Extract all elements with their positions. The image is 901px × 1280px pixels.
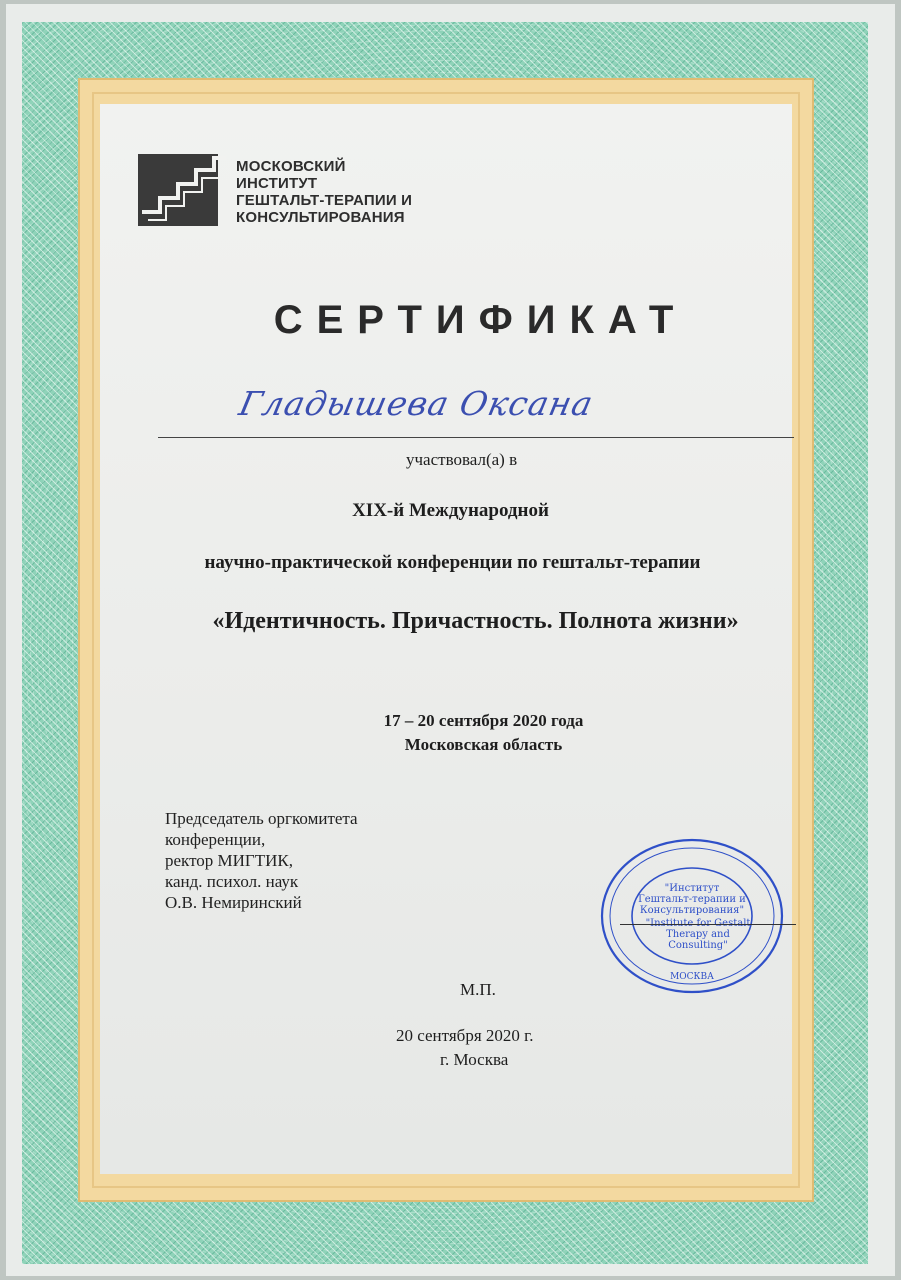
stamp-text: "Институт: [664, 883, 720, 894]
signature-line: [620, 924, 796, 925]
stamp-bottom-text: МОСКВА: [670, 972, 714, 982]
official-stamp-icon: [598, 836, 786, 996]
certificate-title: СЕРТИФИКАТ: [273, 298, 688, 342]
institute-logo-icon: [138, 154, 226, 226]
stamp-text: Гештальт-терапии и: [638, 894, 746, 905]
institute-name: [236, 158, 412, 226]
name-underline: [158, 437, 794, 438]
chairman-line: ректор МИГТИК,: [165, 851, 294, 870]
stamp-text: Consulting": [668, 940, 728, 951]
participant-name-handwritten: Гладышева Оксана: [235, 384, 597, 423]
conference-line1: XIX-й Международной: [352, 500, 549, 521]
issue-date: 20 сентября 2020 г.: [396, 1026, 534, 1045]
institute-line: ГЕШТАЛЬТ-ТЕРАПИИ И: [236, 192, 413, 209]
institute-line: МОСКОВСКИЙ: [236, 158, 346, 175]
chairman-line: Председатель оргкомитета: [165, 809, 358, 828]
stamp-text: Therapy and: [666, 929, 730, 940]
chairman-line: конференции,: [165, 830, 266, 849]
certificate-paper: [100, 104, 792, 1174]
stamp-text: Консультирования": [639, 905, 745, 916]
institute-line: ИНСТИТУТ: [236, 175, 318, 192]
seal-mark: М.П.: [460, 980, 496, 999]
chairman-line: О.В. Немиринский: [165, 893, 302, 912]
participated-text: участвовал(а) в: [406, 450, 518, 469]
conference-title: «Идентичность. Причастность. Полнота жизни»: [212, 608, 739, 634]
issue-city: г. Москва: [440, 1050, 509, 1069]
conference-region: Московская область: [404, 735, 563, 754]
conference-dates: 17 – 20 сентября 2020 года: [383, 711, 584, 730]
conference-line2: научно-практической конференции по гештальт-терапии: [204, 552, 701, 573]
chairman-block: [165, 808, 358, 913]
stamp-text: "Institute for Gestalt: [645, 918, 751, 929]
institute-line: КОНСУЛЬТИРОВАНИЯ: [236, 209, 405, 226]
chairman-line: канд. психол. наук: [165, 872, 299, 891]
